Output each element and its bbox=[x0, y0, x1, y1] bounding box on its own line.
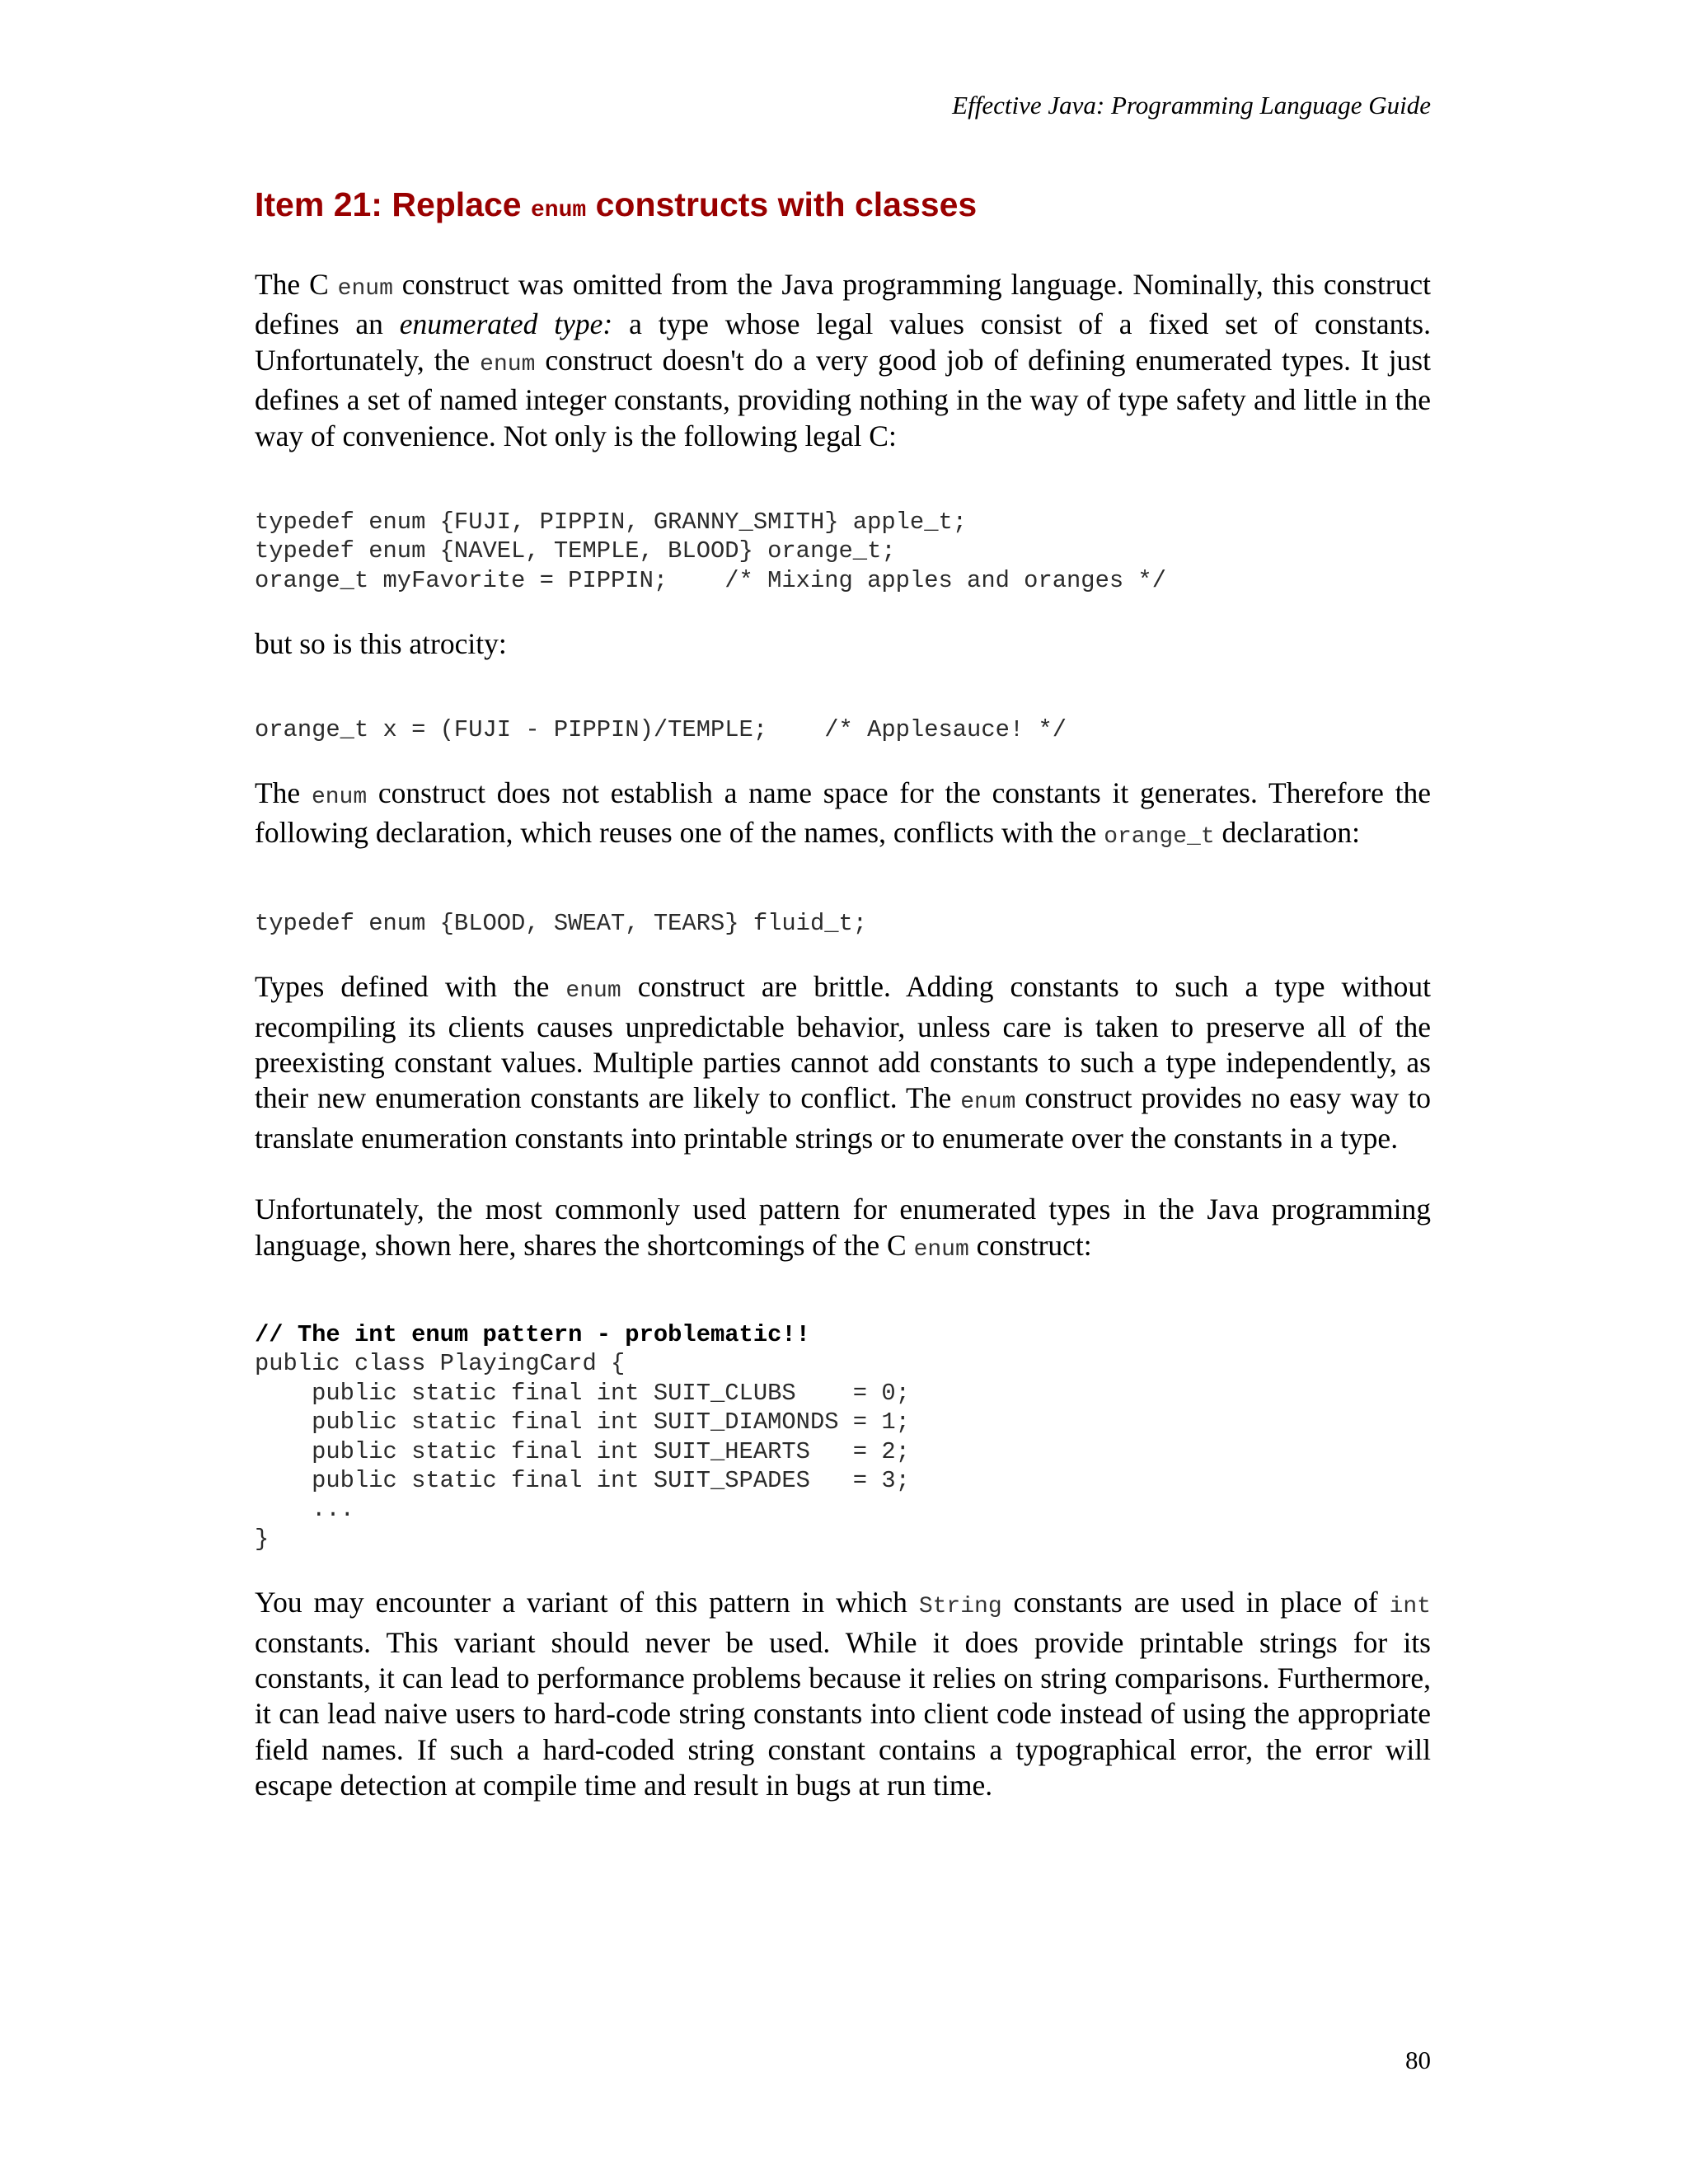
page-number: 80 bbox=[1405, 2046, 1431, 2074]
code-block-typedefs bbox=[255, 508, 1431, 595]
code-line: typedef enum {FUJI, PIPPIN, GRANNY_SMITH} apple_t; bbox=[255, 509, 968, 537]
code-line: public class PlayingCard { bbox=[255, 1350, 626, 1378]
running-header: Effective Java: Programming Language Guide bbox=[952, 91, 1431, 120]
item-title-code: enum bbox=[531, 198, 587, 223]
paragraph-string-variant bbox=[255, 1585, 1431, 1803]
code-line: public static final int SUIT_SPADES = 3; bbox=[255, 1467, 910, 1494]
code-comment: // The int enum pattern - problematic!! bbox=[255, 1321, 810, 1349]
text-run: Types defined with the bbox=[255, 970, 566, 1004]
text-run: a type whose legal values consist of a fixed set of constants. Unfortunately, the bbox=[255, 307, 1431, 377]
text-run: construct: bbox=[968, 1228, 1092, 1262]
paragraph-atrocity: but so is this atrocity: bbox=[255, 627, 507, 661]
paragraph-c-enum-intro bbox=[255, 267, 1431, 454]
code-line: public static final int SUIT_DIAMONDS = 1; bbox=[255, 1408, 910, 1436]
inline-code: enum bbox=[311, 785, 368, 810]
code-block-playing-card bbox=[255, 1320, 1431, 1554]
code-block-fluid bbox=[255, 909, 1431, 938]
inline-code: enum bbox=[913, 1236, 969, 1263]
code-line: public static final int SUIT_HEARTS = 2; bbox=[255, 1437, 910, 1465]
inline-code: String bbox=[918, 1594, 1002, 1620]
text-run: You may encounter a variant of this pattern in which bbox=[255, 1586, 919, 1619]
paragraph-name-space bbox=[255, 776, 1431, 855]
code-line: orange_t x = (FUJI - PIPPIN)/TEMPLE; /* Applesauce! */ bbox=[255, 715, 1067, 743]
code-line: public static final int SUIT_CLUBS = 0; bbox=[255, 1379, 910, 1407]
code-line: typedef enum {BLOOD, SWEAT, TEARS} fluid_t; bbox=[255, 909, 868, 937]
inline-code: orange_t bbox=[1104, 824, 1215, 851]
code-line: ... bbox=[255, 1496, 354, 1524]
code-line: orange_t myFavorite = PIPPIN; /* Mixing apples and oranges */ bbox=[255, 566, 1166, 594]
text-run: The bbox=[255, 776, 312, 809]
item-title-prefix: Item 21: Replace bbox=[255, 185, 531, 223]
paragraph-java-pattern bbox=[255, 1192, 1431, 1268]
inline-code: enum bbox=[480, 351, 536, 377]
text-run: construct provides no easy way to translate enumeration constants into printable strings or to enumerate over the constants in a type. bbox=[255, 1081, 1431, 1155]
text-run: constants. This variant should never be used. While it does provide printable strings for its constants, it can lead to performance problems because it relies on string comparisons. Furthermore, it can lead naive users to hard-code string constants into client code instead of using the appropriate field names. If such a hard-coded string constant contains a typographical error, the error will escape detection at compile time and result in bugs at run time. bbox=[255, 1625, 1431, 1802]
inline-code: enum bbox=[960, 1090, 1016, 1116]
inline-code: enum bbox=[565, 978, 621, 1005]
text-run: construct are brittle. Adding constants to such a type without recompiling its clients causes unpredictable behavior, unless care is taken to preserve all of the preexisting constant values. Multiple parties cannot add constants to such a type independently, as their new enumeration constants are likely to conflict. The bbox=[255, 970, 1431, 1115]
code-line: } bbox=[255, 1525, 270, 1553]
text-run: constants are used in place of bbox=[1001, 1586, 1390, 1619]
text-run: Unfortunately, the most commonly used pattern for enumerated types in the Java programming language, shown here, shares the shortcomings of the C bbox=[255, 1193, 1431, 1262]
page-content bbox=[255, 180, 1431, 1804]
text-run: The C bbox=[255, 268, 338, 301]
code-block-applesauce bbox=[255, 715, 1431, 744]
inline-code: enum bbox=[337, 276, 393, 302]
text-run: construct does not establish a name space for the constants it generates. Therefore the following declaration, which reuses one of the names, conflicts with the bbox=[255, 776, 1431, 850]
text-run: construct doesn't do a very good job of defining enumerated types. It just defines a set of named integer constants, providing nothing in the way of type safety and little in the way of convenience. Not only is the following legal C: bbox=[255, 343, 1431, 452]
text-run: declaration: bbox=[1214, 816, 1361, 850]
code-line: typedef enum {NAVEL, TEMPLE, BLOOD} orange_t; bbox=[255, 537, 896, 565]
text-run: construct was omitted from the Java programming language. Nominally, this construct defines an bbox=[255, 268, 1431, 341]
inline-code: int bbox=[1389, 1594, 1431, 1620]
emphasis: enumerated type: bbox=[399, 307, 613, 341]
item-title-suffix: constructs with classes bbox=[586, 185, 978, 223]
paragraph-brittle bbox=[255, 969, 1431, 1156]
item-title bbox=[255, 180, 1431, 236]
